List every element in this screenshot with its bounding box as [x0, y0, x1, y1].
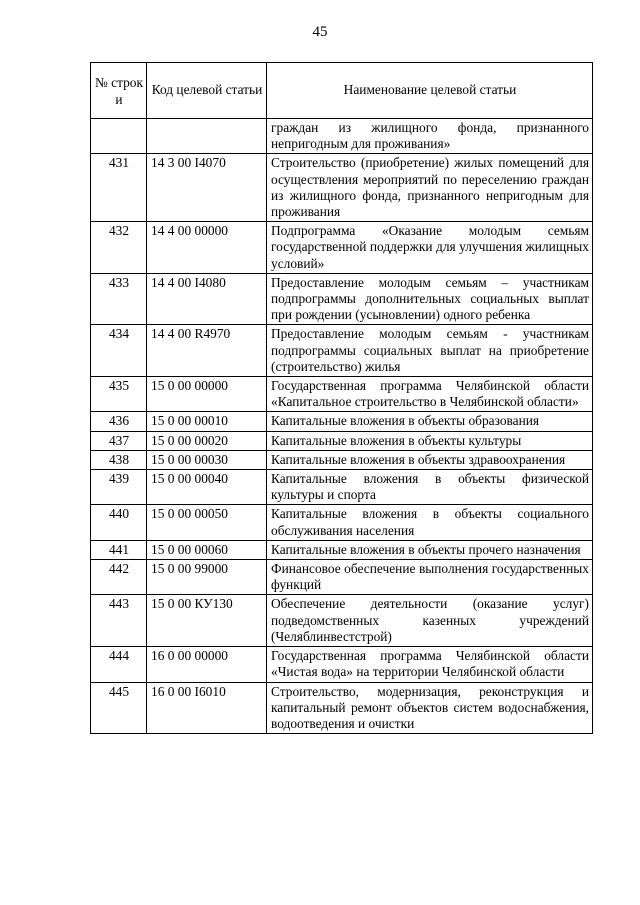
table-row	[91, 119, 593, 154]
row-number: 443	[91, 595, 147, 647]
row-code: 15 0 00 00050	[147, 505, 267, 540]
row-number: 436	[91, 412, 147, 431]
row-code: 15 0 00 00060	[147, 540, 267, 559]
row-number: 435	[91, 377, 147, 412]
row-name: Строительство, модернизация, реконструкция и капитальный ремонт объектов систем водоснабжения, водоотведения и очистки	[267, 682, 593, 734]
table-row	[91, 505, 593, 540]
row-number: 437	[91, 431, 147, 450]
row-name: Капитальные вложения в объекты социального обслуживания населения	[267, 505, 593, 540]
table-row	[91, 222, 593, 274]
row-code: 14 4 00 00000	[147, 222, 267, 274]
row-name: Капитальные вложения в объекты прочего назначения	[267, 540, 593, 559]
table-row	[91, 470, 593, 505]
row-code: 14 4 00 I4080	[147, 273, 267, 325]
row-number: 434	[91, 325, 147, 377]
row-number: 442	[91, 560, 147, 595]
row-code: 15 0 00 00030	[147, 450, 267, 469]
table-row	[91, 154, 593, 222]
header-name: Наименование целевой статьи	[267, 63, 593, 119]
row-code: 15 0 00 00020	[147, 431, 267, 450]
table-row	[91, 560, 593, 595]
row-name: Подпрограмма «Оказание молодым семьям государственной поддержки для улучшения жилищных условий»	[267, 222, 593, 274]
row-number: 431	[91, 154, 147, 222]
row-name: Капитальные вложения в объекты культуры	[267, 431, 593, 450]
row-number: 438	[91, 450, 147, 469]
row-number: 441	[91, 540, 147, 559]
header-row-number: № строк и	[91, 63, 147, 119]
row-name: Капитальные вложения в объекты образования	[267, 412, 593, 431]
row-name: Капитальные вложения в объекты здравоохранения	[267, 450, 593, 469]
row-code: 16 0 00 00000	[147, 647, 267, 682]
page-number: 45	[312, 24, 328, 40]
row-number: 439	[91, 470, 147, 505]
row-code: 16 0 00 I6010	[147, 682, 267, 734]
table-row	[91, 412, 593, 431]
row-number: 432	[91, 222, 147, 274]
row-name: Капитальные вложения в объекты физической культуры и спорта	[267, 470, 593, 505]
row-name: Предоставление молодым семьям – участникам подпрограммы дополнительных социальных выплат при рождении (усыновлении) одного ребенка	[267, 273, 593, 325]
row-code: 15 0 00 99000	[147, 560, 267, 595]
target-articles-table	[90, 62, 593, 734]
header-code: Код целевой статьи	[147, 63, 267, 119]
row-name: Строительство (приобретение) жилых помещений для осуществления мероприятий по переселению граждан из жилищного фонда, признанного непригодным для проживания	[267, 154, 593, 222]
row-number: 440	[91, 505, 147, 540]
table-row	[91, 540, 593, 559]
row-name: Обеспечение деятельности (оказание услуг) подведомственных казенных учреждений (Челяблинвестстрой)	[267, 595, 593, 647]
row-name: Финансовое обеспечение выполнения государственных функций	[267, 560, 593, 595]
table-row	[91, 450, 593, 469]
row-name: граждан из жилищного фонда, признанного непригодным для проживания»	[267, 119, 593, 154]
row-name: Государственная программа Челябинской области «Капитальное строительство в Челябинской области»	[267, 377, 593, 412]
row-code: 15 0 00 00000	[147, 377, 267, 412]
table-row	[91, 431, 593, 450]
row-code: 15 0 00 00040	[147, 470, 267, 505]
row-code: 14 4 00 R4970	[147, 325, 267, 377]
row-name: Предоставление молодым семьям - участникам подпрограммы социальных выплат на приобретение (строительство) жилья	[267, 325, 593, 377]
row-number	[91, 119, 147, 154]
table-row	[91, 595, 593, 647]
row-code	[147, 119, 267, 154]
table-row	[91, 377, 593, 412]
table-row	[91, 325, 593, 377]
row-name: Государственная программа Челябинской области «Чистая вода» на территории Челябинской области	[267, 647, 593, 682]
row-code: 15 0 00 КУ130	[147, 595, 267, 647]
table-row	[91, 682, 593, 734]
row-code: 14 3 00 I4070	[147, 154, 267, 222]
row-number: 433	[91, 273, 147, 325]
row-code: 15 0 00 00010	[147, 412, 267, 431]
table-header-row	[91, 63, 593, 119]
row-number: 444	[91, 647, 147, 682]
table-row	[91, 273, 593, 325]
row-number: 445	[91, 682, 147, 734]
table-row	[91, 647, 593, 682]
